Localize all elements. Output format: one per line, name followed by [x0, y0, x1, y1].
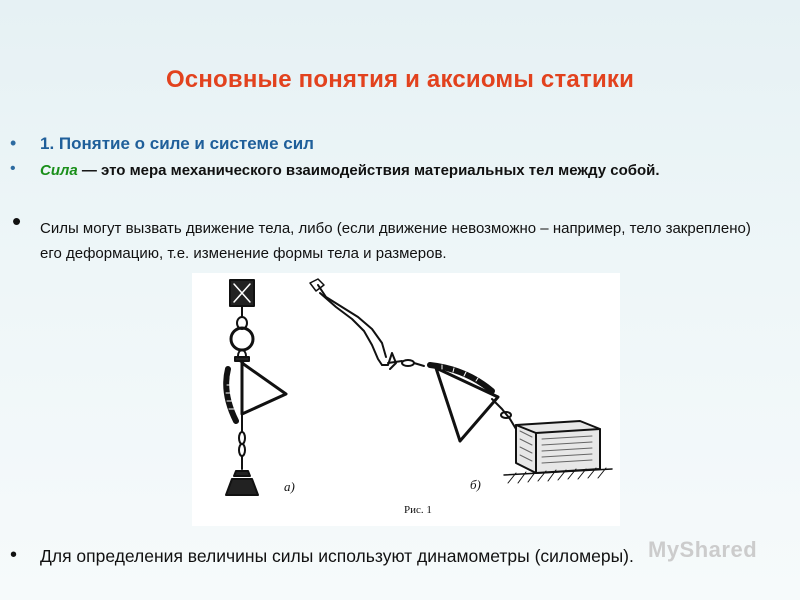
bullet-force-effects: Силы могут вызвать движение тела, либо (если движение невозможно – например, тело закреплено) его деформацию, т.е. изменение формы тела и размеров.	[40, 220, 751, 262]
label-a: а)	[284, 479, 295, 494]
dynamometer-figure	[192, 273, 620, 526]
figure-caption: Рис. 1	[404, 504, 432, 516]
bullet-force-definition	[40, 161, 740, 180]
label-b: б)	[470, 477, 481, 492]
pulling-dynamometer	[310, 279, 612, 483]
bullet-force-concept: 1. Понятие о силе и системе сил	[40, 134, 314, 153]
bullet-marker: •	[10, 133, 17, 153]
watermark: MyShared	[648, 537, 758, 562]
hanging-dynamometer	[226, 280, 286, 495]
bullet-marker: •	[10, 544, 18, 566]
dynamometer-illustration	[192, 273, 620, 526]
term-force: Сила	[40, 162, 78, 179]
slide-title: Основные понятия и аксиомы статики	[165, 66, 635, 93]
bullet-dynamometers: Для определения величины силы используют динамометры (силомеры).	[40, 546, 634, 566]
bullet-marker: •	[10, 160, 16, 177]
bullet-marker: •	[12, 206, 22, 236]
definition-text: — это мера механического взаимодействия материальных тел между собой.	[77, 162, 660, 179]
